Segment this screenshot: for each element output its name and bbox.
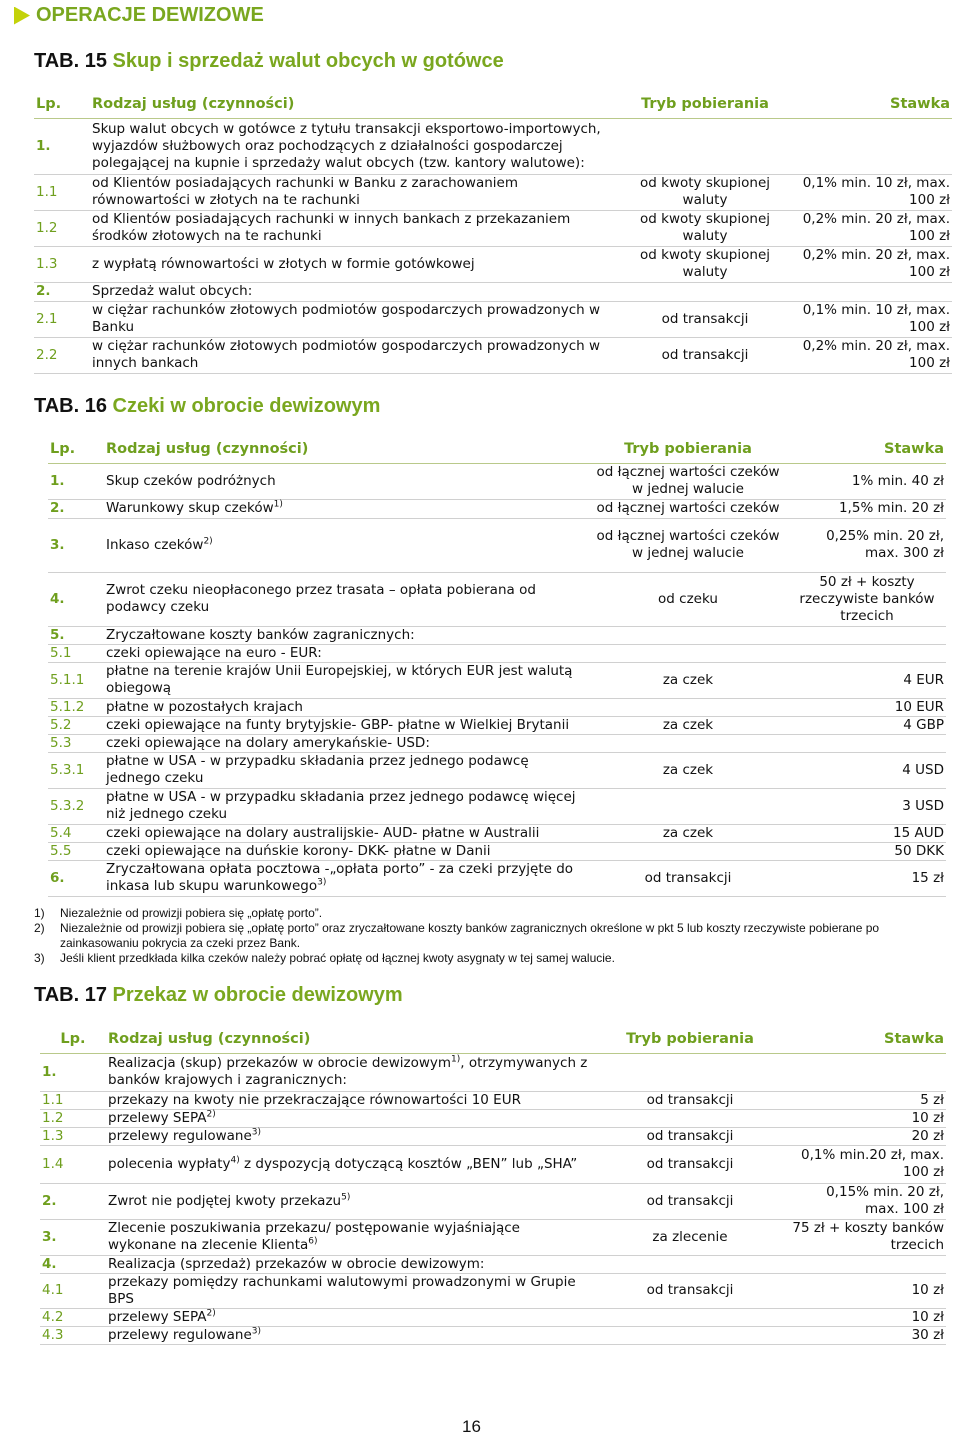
footnote-text: Jeśli klient przedkłada kilka czeków należy pobrać opłatę od łącznej kwoty asygnaty w tej samej walucie.: [60, 951, 615, 965]
row-lp: 1.3: [40, 1127, 106, 1145]
tab15-title: [34, 50, 504, 73]
table-header-row: [40, 1027, 946, 1053]
table-row: [48, 824, 946, 842]
row-rate: [788, 644, 946, 662]
row-name-text-2: z dyspozycją dotyczącą kosztów „BEN” lub „SHA”: [239, 1155, 578, 1172]
row-rate: 50 DKK: [788, 842, 946, 860]
row-name: płatne w pozostałych krajach: [104, 698, 588, 716]
row-lp: 1.1: [34, 174, 90, 210]
tab17-table: [40, 1027, 946, 1345]
footnote-text: Niezależnie od prowizji pobiera się „opłatę porto”.: [60, 906, 323, 920]
row-name: [106, 1183, 590, 1219]
row-lp: 1.: [34, 118, 90, 174]
row-rate: 3 USD: [788, 788, 946, 824]
table-row: [40, 1255, 946, 1273]
table-row: [48, 716, 946, 734]
row-rate: 75 zł + koszty banków trzecich: [790, 1219, 946, 1255]
section-title: OPERACJE DEWIZOWE: [36, 4, 264, 26]
row-name: [104, 499, 588, 518]
row-mode: [588, 788, 788, 824]
row-name: od Klientów posiadających rachunki w Banku z zarachowaniem równowartości w złotych na te rachunki: [90, 174, 616, 210]
table-row: [40, 1109, 946, 1127]
table-header-row: [48, 437, 946, 463]
row-name-text: przelewy regulowane: [108, 1127, 252, 1144]
row-lp: 2.2: [34, 337, 90, 373]
row-rate: [794, 118, 952, 174]
row-lp: 4.1: [40, 1273, 106, 1308]
row-rate: 1% min. 40 zł: [788, 463, 946, 499]
row-rate: 1,5% min. 20 zł: [788, 499, 946, 518]
row-mode: od transakcji: [588, 860, 788, 896]
row-lp: 3.: [48, 518, 104, 572]
row-lp: 1.2: [34, 210, 90, 246]
row-lp: 5.4: [48, 824, 104, 842]
footnote: [34, 951, 934, 966]
table-row: [48, 860, 946, 896]
row-lp: 1.: [48, 463, 104, 499]
tab16-table: [48, 437, 946, 897]
row-rate: 50 zł + koszty rzeczywiste banków trzecich: [788, 572, 946, 626]
row-name-text: Zwrot nie podjętej kwoty przekazu: [108, 1192, 342, 1209]
row-rate: 4 GBP: [788, 716, 946, 734]
footnote-ref: 2): [203, 536, 213, 546]
row-mode: od łącznej wartości czeków w jednej walucie: [588, 463, 788, 499]
row-name: czeki opiewające na funty brytyjskie- GBP- płatne w Wielkiej Brytanii: [104, 716, 588, 734]
row-mode: [616, 282, 794, 301]
row-mode: za czek: [588, 752, 788, 788]
row-lp: 5.1: [48, 644, 104, 662]
row-name: czeki opiewające na dolary amerykańskie- USD:: [104, 734, 588, 752]
row-name: czeki opiewające na euro - EUR:: [104, 644, 588, 662]
row-lp: 5.3: [48, 734, 104, 752]
tab15-number: TAB. 15: [34, 50, 107, 72]
table-row: [34, 301, 952, 337]
row-name: czeki opiewające na duńskie korony- DKK- płatne w Danii: [104, 842, 588, 860]
section-header: [14, 4, 264, 27]
row-mode: od transakcji: [590, 1091, 790, 1109]
table-row: [40, 1145, 946, 1183]
table-row: [34, 282, 952, 301]
row-mode: za czek: [588, 716, 788, 734]
row-name: płatne na terenie krajów Unii Europejskiej, w których EUR jest walutą obiegową: [104, 662, 588, 698]
table-row: [48, 626, 946, 644]
row-mode: za zlecenie: [590, 1219, 790, 1255]
table-row: [40, 1091, 946, 1109]
row-rate: [794, 282, 952, 301]
row-name: przekazy pomiędzy rachunkami walutowymi prowadzonymi w Grupie BPS: [106, 1273, 590, 1308]
table-row: [40, 1183, 946, 1219]
footnote-text: Niezależnie od prowizji pobiera się „opłatę porto” oraz zryczałtowane koszty banków zagranicznych określone w pkt 5 lub koszty rzeczywiste pobierane po zainkasowaniu pokrycia za czeki przez Bank.: [60, 921, 880, 950]
row-mode: [590, 1326, 790, 1344]
row-mode: za czek: [588, 824, 788, 842]
row-mode: [590, 1053, 790, 1091]
col-lp: Lp.: [34, 92, 90, 118]
col-name: Rodzaj usług (czynności): [90, 92, 616, 118]
row-mode: od łącznej wartości czeków: [588, 499, 788, 518]
row-lp: 2.: [34, 282, 90, 301]
row-lp: 5.3.2: [48, 788, 104, 824]
row-mode: od transakcji: [616, 301, 794, 337]
tab16-title: [34, 395, 380, 418]
row-mode: [588, 626, 788, 644]
row-mode: od transakcji: [590, 1127, 790, 1145]
row-name: [106, 1053, 590, 1091]
col-rate: Stawka: [794, 92, 952, 118]
col-lp: Lp.: [40, 1027, 106, 1053]
row-rate: 15 AUD: [788, 824, 946, 842]
row-mode: od kwoty skupionej waluty: [616, 174, 794, 210]
row-name: czeki opiewające na dolary australijskie- AUD- płatne w Australii: [104, 824, 588, 842]
row-rate: 20 zł: [790, 1127, 946, 1145]
footnote-ref: 6): [308, 1236, 318, 1247]
row-lp: 5.2: [48, 716, 104, 734]
tab17-title: [34, 984, 403, 1007]
row-name: Sprzedaż walut obcych:: [90, 282, 616, 301]
footnote-ref: 1): [451, 1054, 461, 1065]
row-name: Zwrot czeku nieopłaconego przez trasata – opłata pobierana od podawcy czeku: [104, 572, 588, 626]
footnote-ref: 3): [251, 1127, 262, 1137]
table-row: [34, 174, 952, 210]
row-lp: 2.: [40, 1183, 106, 1219]
table-row: [48, 499, 946, 518]
row-lp: 1.3: [34, 246, 90, 282]
row-name: Realizacja (sprzedaż) przekazów w obrocie dewizowym:: [106, 1255, 590, 1273]
row-mode: [590, 1255, 790, 1273]
row-name-text: Zlecenie poszukiwania przekazu/ postępowanie wyjaśniające wykonane na zlecenie Klienta: [108, 1220, 520, 1253]
row-rate: [790, 1053, 946, 1091]
row-lp: 4.: [48, 572, 104, 626]
row-name: przekazy na kwoty nie przekraczające równowartości 10 EUR: [106, 1091, 590, 1109]
tab15-name: Skup i sprzedaż walut obcych w gotówce: [112, 50, 504, 72]
row-rate: [790, 1255, 946, 1273]
table-row: [48, 788, 946, 824]
row-rate: 15 zł: [788, 860, 946, 896]
footnote-ref: 4): [230, 1155, 240, 1165]
row-name-text-2: , otrzymywanych z banków krajowych i zagranicznych:: [108, 1055, 588, 1088]
row-lp: 4.3: [40, 1326, 106, 1344]
row-mode: [590, 1109, 790, 1127]
row-rate: 10 EUR: [788, 698, 946, 716]
footnote: [34, 906, 934, 921]
tab17-name: Przekaz w obrocie dewizowym: [112, 984, 403, 1006]
row-lp: 1.: [40, 1053, 106, 1091]
col-lp: Lp.: [48, 437, 104, 463]
footnote-ref: 3): [317, 877, 327, 888]
row-name: Skup czeków podróżnych: [104, 463, 588, 499]
row-mode: [588, 842, 788, 860]
col-rate: Stawka: [790, 1027, 946, 1053]
row-rate: 0,1% min.20 zł, max. 100 zł: [790, 1145, 946, 1183]
row-rate: 0,1% min. 10 zł, max. 100 zł: [794, 301, 952, 337]
row-mode: od łącznej wartości czeków w jednej walucie: [588, 518, 788, 572]
table-row: [34, 246, 952, 282]
col-mode: Tryb pobierania: [588, 437, 788, 463]
tab15-table: [34, 92, 952, 374]
row-mode: [588, 644, 788, 662]
row-lp: 4.2: [40, 1308, 106, 1326]
table-row: [40, 1219, 946, 1255]
row-mode: od transakcji: [590, 1145, 790, 1183]
row-mode: od transakcji: [590, 1183, 790, 1219]
row-rate: 5 zł: [790, 1091, 946, 1109]
row-mode: od transakcji: [590, 1273, 790, 1308]
row-name-text: przelewy regulowane: [108, 1326, 252, 1343]
row-name: [106, 1308, 590, 1326]
row-rate: 0,2% min. 20 zł, max. 100 zł: [794, 337, 952, 373]
footnote-ref: 2): [206, 1308, 216, 1318]
row-lp: 4.: [40, 1255, 106, 1273]
row-lp: 3.: [40, 1219, 106, 1255]
row-lp: 5.5: [48, 842, 104, 860]
col-mode: Tryb pobierania: [616, 92, 794, 118]
page-number: 16: [462, 1417, 481, 1436]
footnote-ref: 2): [206, 1109, 216, 1119]
row-rate: [788, 734, 946, 752]
table-row: [40, 1053, 946, 1091]
row-lp: 5.3.1: [48, 752, 104, 788]
table-header-row: [34, 92, 952, 118]
tab17-number: TAB. 17: [34, 984, 107, 1006]
table-row: [40, 1273, 946, 1308]
row-lp: 5.: [48, 626, 104, 644]
row-mode: za czek: [588, 662, 788, 698]
row-name: płatne w USA - w przypadku składania przez jednego podawcę więcej niż jednego czeku: [104, 788, 588, 824]
table-row: [48, 734, 946, 752]
row-lp: 5.1.2: [48, 698, 104, 716]
row-name: w ciężar rachunków złotowych podmiotów gospodarczych prowadzonych w innych bankach: [90, 337, 616, 373]
col-rate: Stawka: [788, 437, 946, 463]
row-name-text: Warunkowy skup czeków: [106, 500, 274, 516]
row-name: płatne w USA - w przypadku składania przez jednego podawcę jednego czeku: [104, 752, 588, 788]
row-name: [104, 518, 588, 572]
row-lp: 1.1: [40, 1091, 106, 1109]
row-name: Skup walut obcych w gotówce z tytułu transakcji eksportowo-importowych, wyjazdów służbowych oraz pochodzących z działalności gospodarczej polegającej na kupnie i sprzedaży walut obcych (tzw. kantory walutowe):: [90, 118, 616, 174]
table-row: [48, 842, 946, 860]
row-rate: [788, 626, 946, 644]
table-row: [48, 662, 946, 698]
table-row: [40, 1308, 946, 1326]
table-row: [48, 518, 946, 572]
row-rate: 4 EUR: [788, 662, 946, 698]
footnote-ref: 5): [341, 1192, 351, 1202]
row-name: [106, 1127, 590, 1145]
row-rate: 0,15% min. 20 zł, max. 100 zł: [790, 1183, 946, 1219]
footnote-number: 3): [34, 951, 45, 965]
row-rate: 0,2% min. 20 zł, max. 100 zł: [794, 210, 952, 246]
table-row: [40, 1127, 946, 1145]
row-rate: 10 zł: [790, 1109, 946, 1127]
row-mode: [616, 118, 794, 174]
table-row: [48, 698, 946, 716]
footnote-ref: 3): [251, 1326, 262, 1336]
row-mode: [588, 698, 788, 716]
row-lp: 2.: [48, 499, 104, 518]
row-rate: 0,2% min. 20 zł, max. 100 zł: [794, 246, 952, 282]
footnotes: [34, 906, 934, 966]
tab16-name: Czeki w obrocie dewizowym: [112, 395, 381, 417]
row-name: od Klientów posiadających rachunki w innych bankach z przekazaniem środków złotowych na te rachunki: [90, 210, 616, 246]
footnote-number: 2): [34, 921, 45, 935]
row-mode: od transakcji: [616, 337, 794, 373]
col-mode: Tryb pobierania: [590, 1027, 790, 1053]
table-row: [48, 644, 946, 662]
arrow-icon: [14, 7, 30, 25]
table-row: [40, 1326, 946, 1344]
row-rate: 0,1% min. 10 zł, max. 100 zł: [794, 174, 952, 210]
col-name: Rodzaj usług (czynności): [106, 1027, 590, 1053]
row-name-text: Realizacja (skup) przekazów w obrocie dewizowym: [108, 1055, 452, 1071]
row-name: [106, 1145, 590, 1183]
row-name: [104, 860, 588, 896]
col-name: Rodzaj usług (czynności): [104, 437, 588, 463]
row-rate: 10 zł: [790, 1273, 946, 1308]
row-name-text: przelewy SEPA: [108, 1308, 207, 1325]
row-lp: 5.1.1: [48, 662, 104, 698]
row-rate: 30 zł: [790, 1326, 946, 1344]
row-name: z wypłatą równowartości w złotych w formie gotówkowej: [90, 246, 616, 282]
table-row: [34, 337, 952, 373]
row-name-text: przelewy SEPA: [108, 1109, 207, 1126]
row-mode: [590, 1308, 790, 1326]
row-name: [106, 1109, 590, 1127]
row-rate: 4 USD: [788, 752, 946, 788]
row-name-text: Zryczałtowana opłata pocztowa -„opłata porto” - za czeki przyjęte do inkasa lub skupu warunkowego: [106, 861, 574, 894]
row-lp: 1.2: [40, 1109, 106, 1127]
row-rate: 0,25% min. 20 zł, max. 300 zł: [788, 518, 946, 572]
table-row: [48, 572, 946, 626]
row-lp: 6.: [48, 860, 104, 896]
row-name-text: Inkaso czeków: [106, 536, 204, 553]
row-rate: 10 zł: [790, 1308, 946, 1326]
tab16-number: TAB. 16: [34, 395, 107, 417]
row-name: [106, 1219, 590, 1255]
row-mode: od kwoty skupionej waluty: [616, 210, 794, 246]
footnote-ref: 1): [273, 499, 283, 510]
row-name-text: polecenia wypłaty: [108, 1155, 231, 1172]
table-row: [34, 118, 952, 174]
row-lp: 2.1: [34, 301, 90, 337]
footnote: [34, 921, 934, 951]
row-mode: od czeku: [588, 572, 788, 626]
row-mode: od kwoty skupionej waluty: [616, 246, 794, 282]
table-row: [48, 752, 946, 788]
footnote-number: 1): [34, 906, 45, 920]
row-mode: [588, 734, 788, 752]
row-name: [106, 1326, 590, 1344]
table-row: [48, 463, 946, 499]
table-row: [34, 210, 952, 246]
row-name: w ciężar rachunków złotowych podmiotów gospodarczych prowadzonych w Banku: [90, 301, 616, 337]
row-name: Zryczałtowane koszty banków zagranicznych:: [104, 626, 588, 644]
row-lp: 1.4: [40, 1145, 106, 1183]
